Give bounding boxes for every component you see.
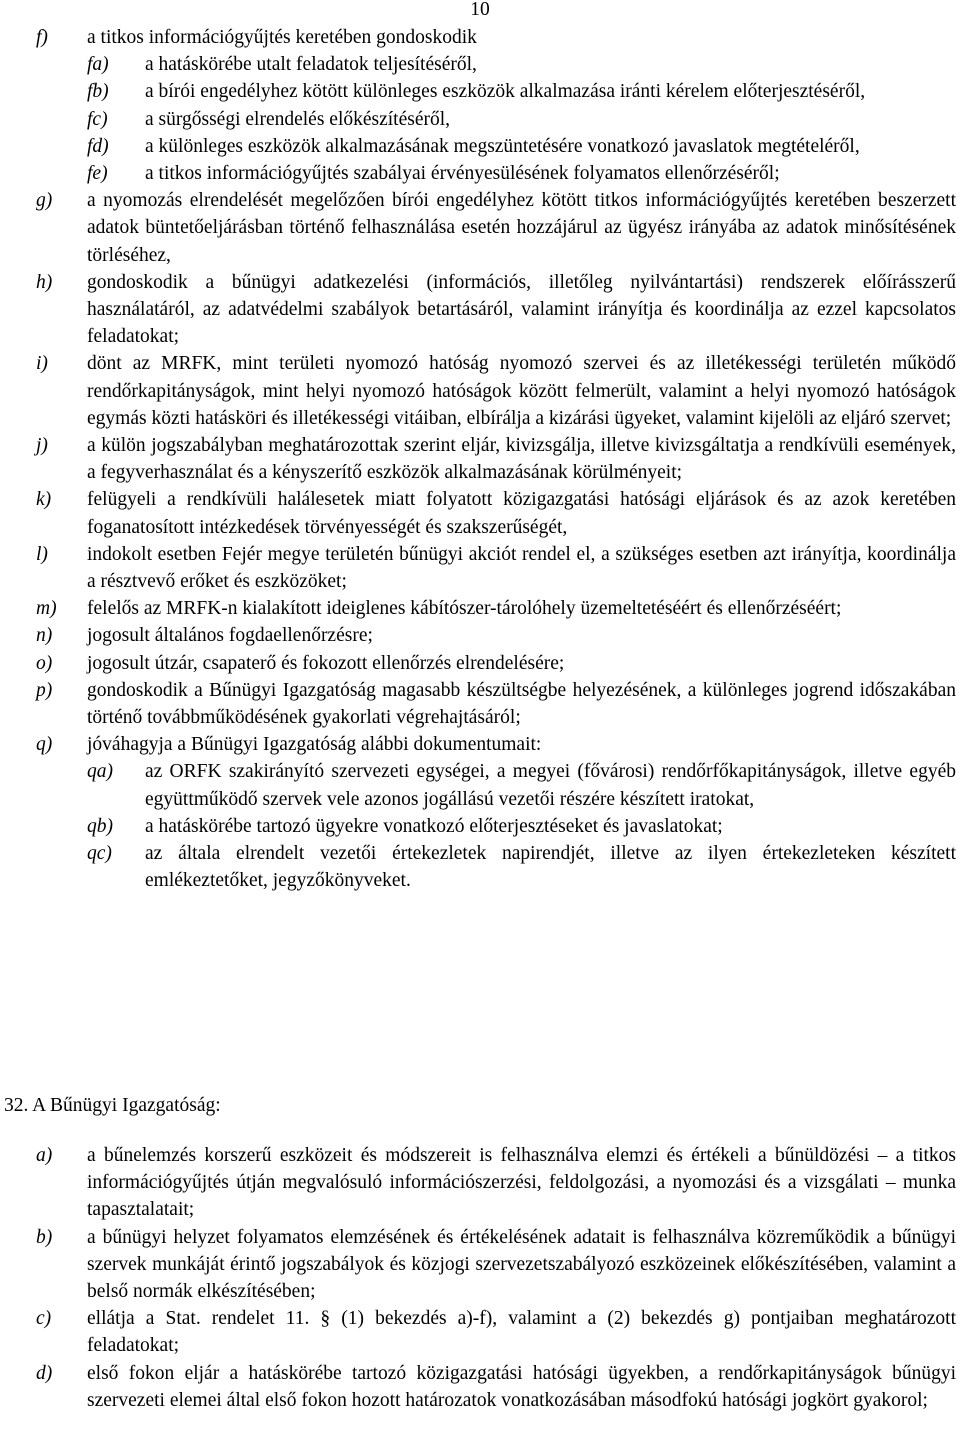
sub-item-qb	[0, 813, 960, 840]
list-text: felelős az MRFK-n kialakított ideiglenes kábítószer-tárolóhely üzemeltetéséért és ellenőrzéséért;	[87, 598, 842, 620]
list-item-c	[0, 1305, 960, 1359]
list-text: gondoskodik a Bűnügyi Igazgatóság magasabb készültségbe helyezésének, a különleges jogrend időszakában történő továbbműködésének gyakorlati végrehajtásáról;	[87, 679, 956, 729]
list-text: a titkos információgyűjtés keretében gondoskodik	[87, 27, 477, 48]
list-item-k	[0, 486, 960, 540]
list-label: k)	[36, 489, 52, 511]
list-text: első fokon eljár a hatáskörébe tartozó közigazgatási hatósági ügyekben, a rendőrkapitányságok bűnügyi szervezeti elemei által első fokon hozott határozatok vonatkozásában másodfokú hatósági jogkört gyakorol;	[87, 1362, 956, 1411]
sub-text: a titkos információgyűjtés szabályai érvényesülésének folyamatos ellenőrzéséről;	[145, 163, 780, 185]
sub-label: fc)	[87, 108, 108, 130]
sub-text: az ORFK szakirányító szervezeti egységei, a megyei (fővárosi) rendőrfőkapitányságok, illetve egyéb együttműködő szervek vele azonos jogállású vezetői részére készített iratokat,	[145, 761, 956, 810]
sub-label: fb)	[87, 81, 109, 103]
list-label: p)	[36, 679, 53, 701]
sub-label: qb)	[87, 815, 113, 837]
sub-text: a különleges eszközök alkalmazásának megszüntetésére vonatkozó javaslatok megtételéről,	[145, 135, 860, 157]
list-item-p	[0, 677, 960, 731]
list-label: d)	[36, 1362, 53, 1384]
list-item-j	[0, 432, 960, 486]
document-body	[0, 24, 960, 895]
list-item-m	[0, 595, 960, 622]
section-heading: 32. A Bűnügyi Igazgatóság:	[4, 1095, 221, 1116]
list-label: m)	[36, 598, 57, 620]
list-item-i	[0, 350, 960, 432]
list-item-b	[0, 1224, 960, 1306]
list-label: c)	[36, 1308, 52, 1330]
list-item-n	[0, 622, 960, 649]
sub-label: qa)	[87, 761, 113, 783]
sub-text: a hatáskörébe tartozó ügyekre vonatkozó előterjesztéseket és javaslatokat;	[145, 815, 723, 837]
list-text: indokolt esetben Fejér megye területén bűnügyi akciót rendel el, a szükséges esetben azt irányítja, koordinálja a résztvevő erőket és eszközöket;	[87, 543, 956, 593]
list-text: jogosult általános fogdaellenőrzésre;	[87, 625, 373, 647]
list-text: a bűnügyi helyzet folyamatos elemzésének és értékelésének adatait is felhasználva közreműködik a bűnügyi szervek munkáját érintő jogszabályok és közjogi szervezetszabályozó eszközeinek előkészítésében, valamint a belső normák elkészítésében;	[87, 1226, 956, 1303]
sub-item-fd	[0, 133, 960, 160]
sub-label: qc)	[87, 843, 112, 865]
list-text: a bűnelemzés korszerű eszközeit és módszereit is felhasználva elemzi és értékeli a bűnüldözési – a titkos információgyűjtés útján megvalósuló információszerzési, feldolgozási, a nyomozási és a vizsgálati – munka tapasztalatait;	[87, 1145, 956, 1221]
list-item-h	[0, 269, 960, 351]
list-text: jogosult útzár, csapaterő és fokozott ellenőrzés elrendelésére;	[87, 652, 565, 674]
list-label: j)	[36, 435, 48, 457]
list-label: b)	[36, 1226, 53, 1248]
sub-item-qa	[0, 758, 960, 812]
sub-item-fb	[0, 78, 960, 105]
list-item-l	[0, 541, 960, 595]
list-item-a	[0, 1142, 960, 1224]
sub-item-fe	[0, 160, 960, 187]
sub-label: fa)	[87, 54, 109, 76]
list-label: h)	[36, 271, 53, 293]
list-text: a nyomozás elrendelését megelőzően bírói engedélyhez kötött titkos információgyűjtés keretében beszerzett adatok büntetőeljárásban történő felhasználása esetén hozzájárul az ügyész irányába az adatok minősítésének törléséhez,	[87, 190, 956, 266]
list-item-g	[0, 187, 960, 269]
list-item-o	[0, 650, 960, 677]
list-label: f)	[36, 27, 48, 48]
list-label: i)	[36, 353, 48, 375]
sub-text: a sürgősségi elrendelés előkészítéséről,	[145, 108, 451, 130]
list-label: g)	[36, 190, 53, 212]
sub-text: a hatáskörébe utalt feladatok teljesítéséről,	[145, 54, 477, 76]
list-label: a)	[36, 1145, 53, 1166]
list-text: dönt az MRFK, mint területi nyomozó hatóság nyomozó szervei és az illetékességi területén működő rendőrkapitányságok, mint helyi nyomozó hatóságok között felmerült, valamint a helyi nyomozó hatóságok egymás közti hatásköri és illetékességi vitáiban, elbírálja a kizárási ügyeket, valamint kijelöli az eljáró szervet;	[87, 353, 956, 429]
list-label: n)	[36, 625, 53, 647]
list-text: felügyeli a rendkívüli halálesetek miatt folyatott közigazgatási hatósági eljárások és az azok keretében foganatosított intézkedések törvényességét és szakszerűségét,	[87, 489, 956, 538]
sub-item-fa	[0, 51, 960, 78]
sub-text: az általa elrendelt vezetői értekezletek napirendjét, illetve az ilyen értekezleteken készített emlékeztetőket, jegyzőkönyveket.	[145, 843, 956, 892]
page-number: 10	[470, 0, 490, 20]
sub-text: a bírói engedélyhez kötött különleges eszközök alkalmazása iránti kérelem előterjesztéséről,	[145, 81, 866, 103]
sub-label: fd)	[87, 135, 109, 157]
list-label: o)	[36, 652, 53, 674]
sub-label: fe)	[87, 163, 108, 185]
list-item-q	[0, 731, 960, 758]
list-text: gondoskodik a bűnügyi adatkezelési (információs, illetőleg nyilvántartási) rendszerek előírásszerű használatáról, az adatvédelmi szabályok betartásáról, valamint irányítja és koordinálja az ezzel kapcsolatos feladatokat;	[87, 271, 956, 348]
sub-item-fc	[0, 106, 960, 133]
list-text: ellátja a Stat. rendelet 11. § (1) bekezdés a)-f), valamint a (2) bekezdés g) pontjaiban meghatározott feladatokat;	[87, 1308, 956, 1357]
list-label: q)	[36, 734, 53, 756]
section-32-body	[0, 1142, 960, 1414]
sub-item-qc	[0, 840, 960, 894]
list-item-f	[0, 24, 960, 51]
list-item-d	[0, 1360, 960, 1414]
list-label: l)	[36, 543, 48, 565]
list-text: a külön jogszabályban meghatározottak szerint eljár, kivizsgálja, illetve kivizsgáltatja a rendkívüli események, a fegyverhasználat és a kényszerítő eszközök alkalmazásának körülményeit;	[87, 435, 956, 484]
list-text: jóváhagyja a Bűnügyi Igazgatóság alábbi dokumentumait:	[87, 734, 542, 756]
